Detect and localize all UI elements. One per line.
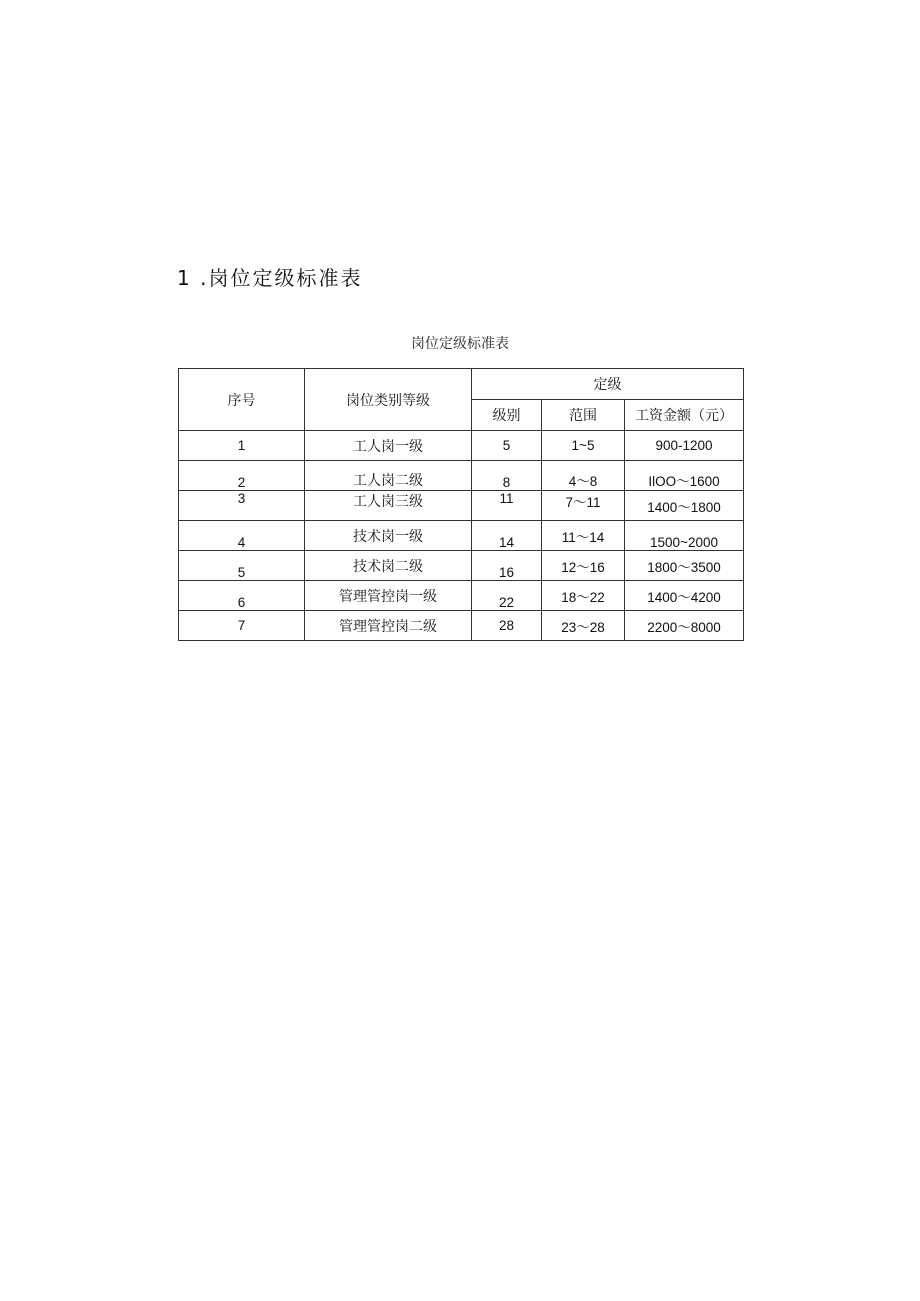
cell-salary: 1400～4200	[625, 581, 744, 611]
section-heading: 1 .岗位定级标准表	[177, 266, 363, 290]
header-group: 定级	[472, 369, 744, 400]
cell-level: 11	[472, 491, 542, 521]
cell-index: 7	[179, 611, 305, 641]
cell-salary: 900-1200	[625, 431, 744, 461]
cell-category: 工人岗三级	[305, 491, 472, 521]
cell-range: 4～8	[542, 461, 625, 491]
table-row	[179, 491, 744, 521]
header-category: 岗位类别等级	[305, 369, 472, 431]
cell-level: 14	[472, 521, 542, 551]
table-row	[179, 611, 744, 641]
cell-category: 技术岗二级	[305, 551, 472, 581]
cell-index: 1	[179, 431, 305, 461]
cell-category: 管理管控岗一级	[305, 581, 472, 611]
cell-category: 工人岗一级	[305, 431, 472, 461]
table-row	[179, 461, 744, 491]
cell-level: 8	[472, 461, 542, 491]
cell-salary: 1500~2000	[625, 521, 744, 551]
table-row	[179, 431, 744, 461]
cell-range: 12～16	[542, 551, 625, 581]
cell-index: 5	[179, 551, 305, 581]
cell-level: 5	[472, 431, 542, 461]
cell-index: 6	[179, 581, 305, 611]
cell-index: 2	[179, 461, 305, 491]
cell-range: 11～14	[542, 521, 625, 551]
cell-range: 1~5	[542, 431, 625, 461]
cell-category: 管理管控岗二级	[305, 611, 472, 641]
cell-level: 16	[472, 551, 542, 581]
cell-salary: 2200～8000	[625, 611, 744, 641]
grade-standard-table	[178, 368, 744, 641]
header-index: 序号	[179, 369, 305, 431]
cell-salary: 1800～3500	[625, 551, 744, 581]
cell-range: 23～28	[542, 611, 625, 641]
table-row	[179, 521, 744, 551]
cell-salary: 1400～1800	[625, 491, 744, 521]
table-row	[179, 581, 744, 611]
table-row	[179, 551, 744, 581]
cell-range: 7～11	[542, 491, 625, 521]
cell-index: 3	[179, 491, 305, 521]
header-range: 范围	[542, 400, 625, 431]
cell-level: 28	[472, 611, 542, 641]
cell-category: 技术岗一级	[305, 521, 472, 551]
cell-category: 工人岗二级	[305, 461, 472, 491]
cell-salary: IlOO～1600	[625, 461, 744, 491]
table-caption: 岗位定级标准表	[411, 336, 509, 352]
header-salary: 工资金额（元）	[625, 400, 744, 431]
header-level: 级别	[472, 400, 542, 431]
cell-index: 4	[179, 521, 305, 551]
cell-level: 22	[472, 581, 542, 611]
cell-range: 18～22	[542, 581, 625, 611]
